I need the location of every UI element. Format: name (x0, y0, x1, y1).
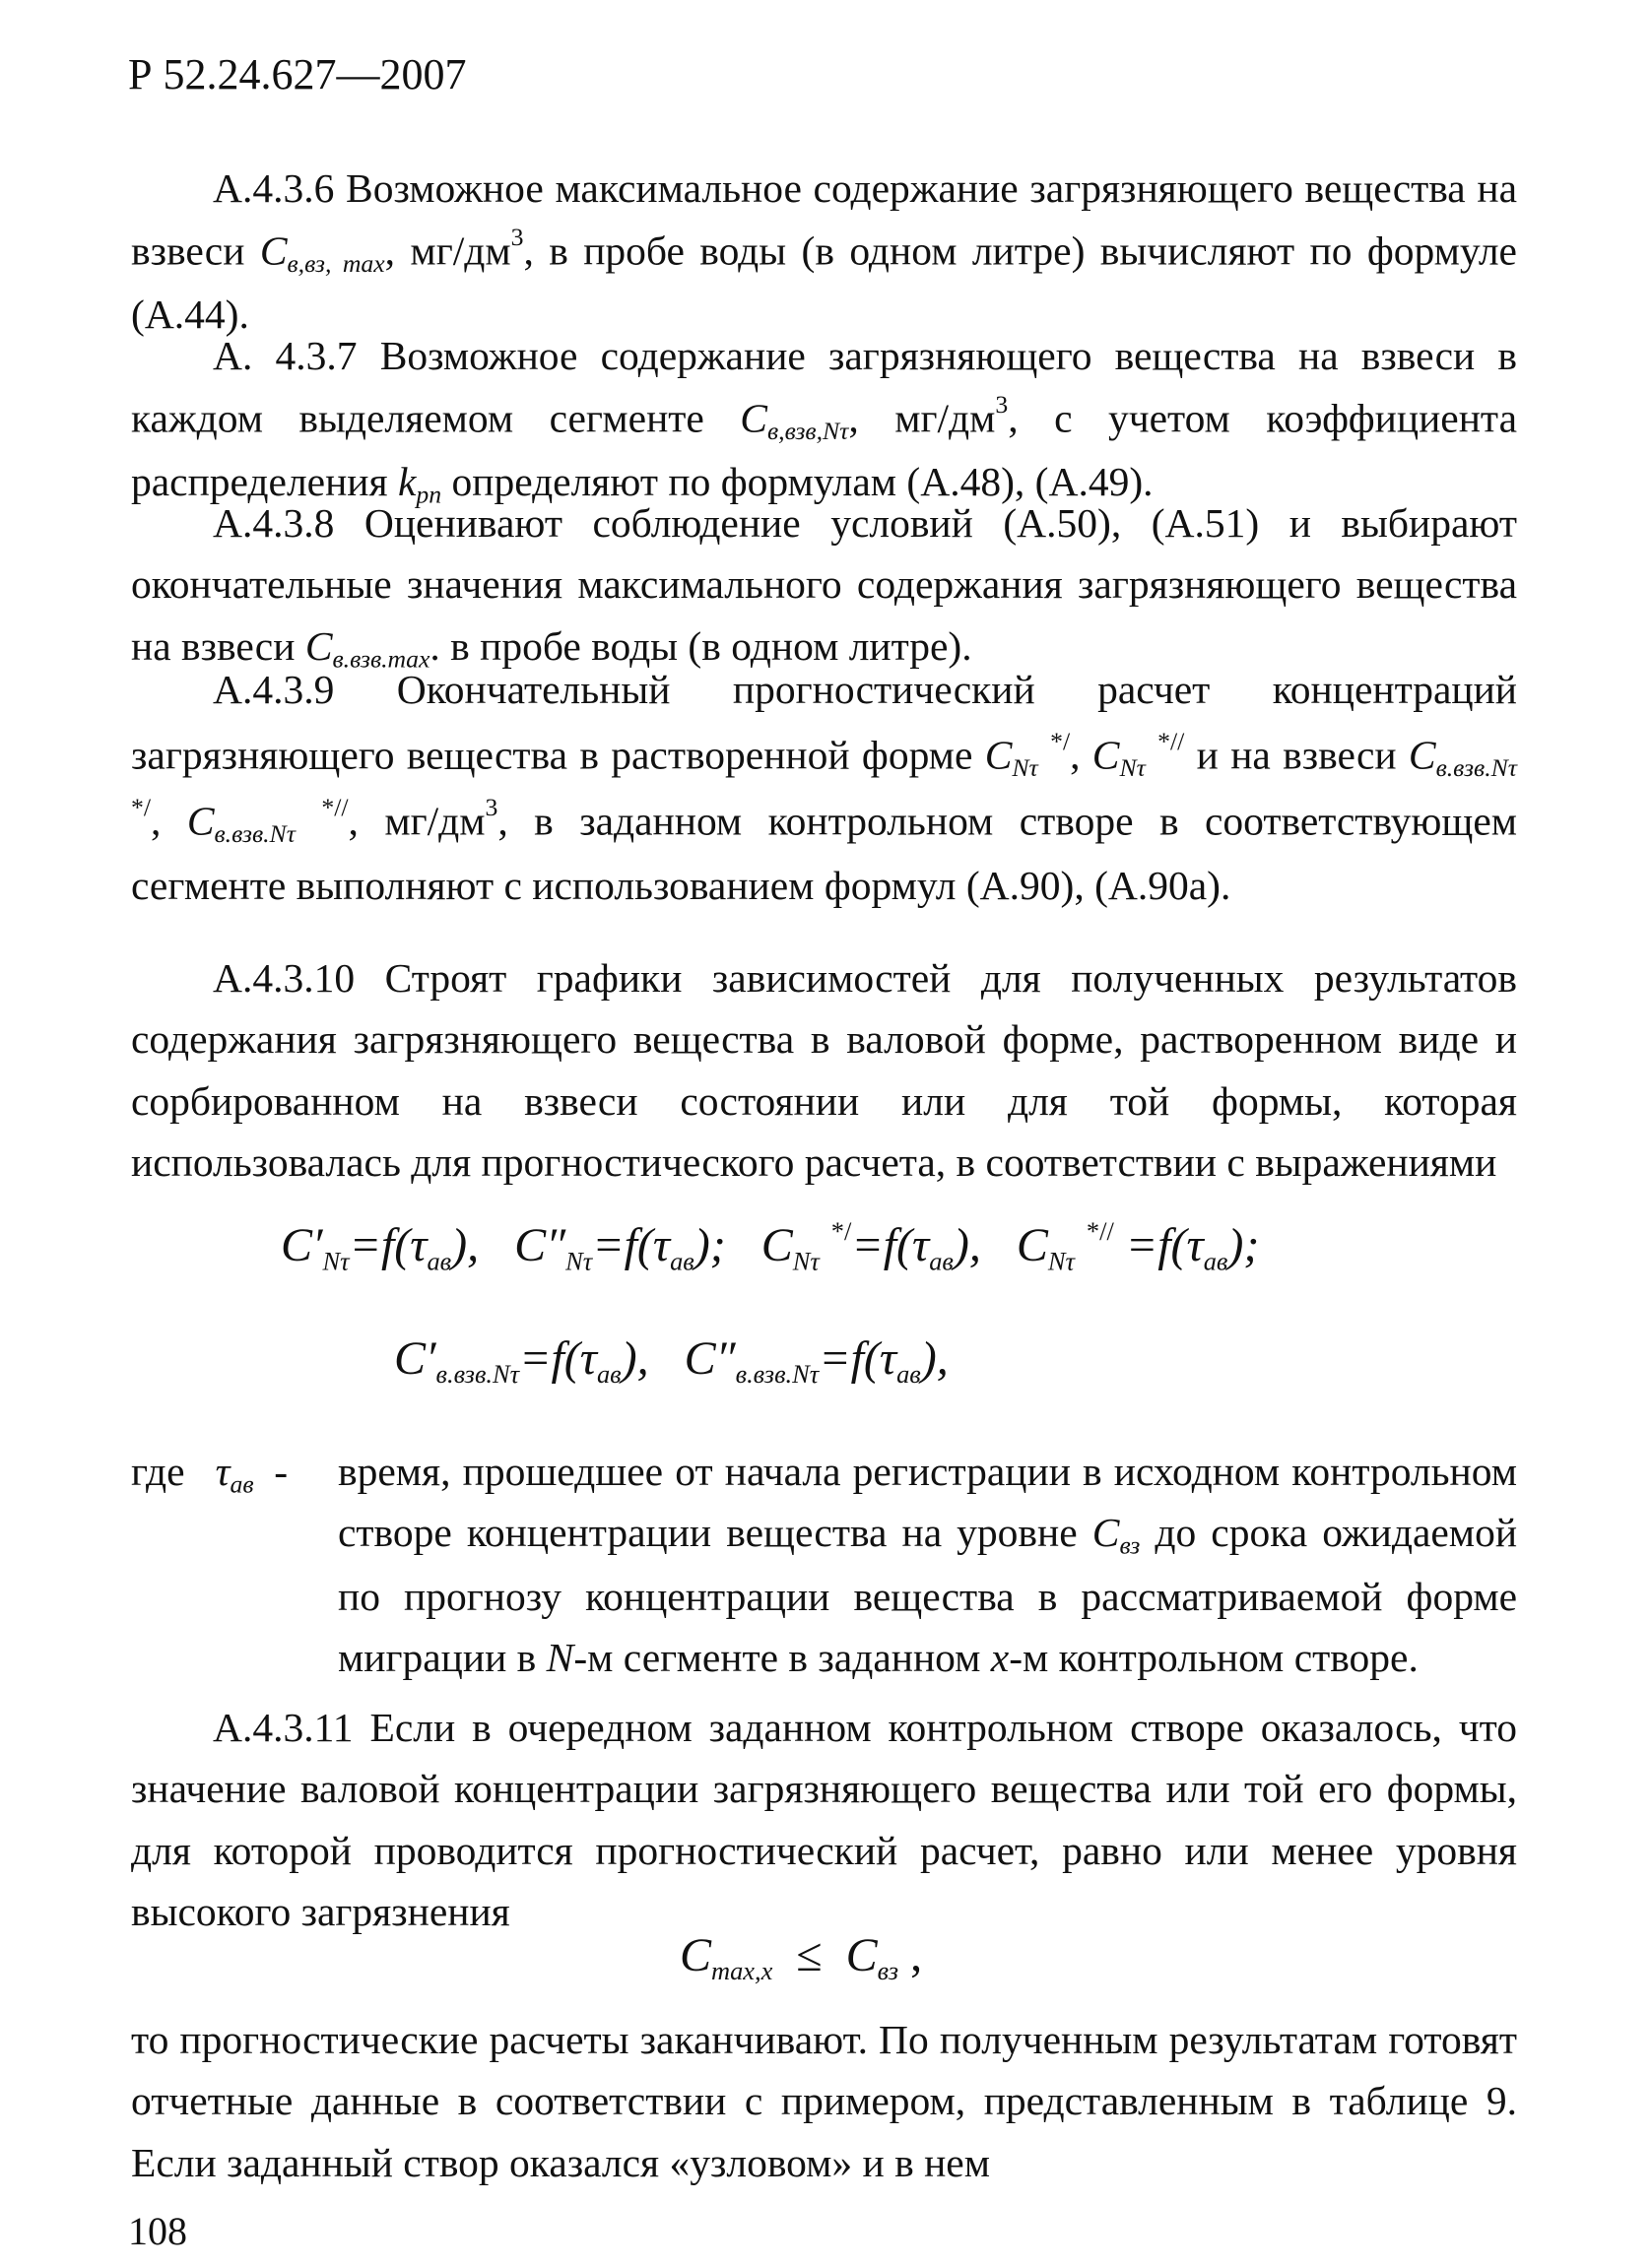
document-page: Р 52.24.627—2007 А.4.3.6 Возможное максимальное содержание загрязняющего вещества на взвеси $C_{в,вз, max}$, $мг/дм^3$, в пробе воды (в одном литре) вычисляют по формуле (А.44). А. 4.3.7 Возможное содержание загрязняющего вещества на взвеси в каждом выделяемом сегменте $C_{в,взв,N\tau}$, $мг/дм^3$, с учетом коэффициента распределения $k_{рn}$ определяют по формулам (А.48), (А.49). А.4.3.8 Оценивают соблюдение условий (А.50), (А.51) и выбирают окончательные значения максимального содержания загрязняющего вещества на взвеси $C_{в.взв.max}$. в пробе воды (в одном литре). А.4.3.9 Окончательный прогностический расчет концентраций загрязняющего вещества в растворенной форме $C_{N\tau}$ */, $C_{N\tau}$ *// и на взвеси $C_{в.взв.N\tau}$ */, $C_{в.взв.N\tau}$ *//, $мг/дм^3$, в заданном контрольном створе в соответствующем сегменте выполняют с использованием формул (А.90), (А.90а). А.4.3.10 Строят графики зависимостей для полученных результатов содержания загрязняющего вещества в валовой форме, растворенном виде и сорбированном на взвеси состоянии или для той формы, которая использовалась для прогностического расчета, в соответствии с выражениями C′Nτ=f(τав), C″Nτ=f(τав); CNτ */=f(τав), CNτ *// =f(τав); C′в.взв.Nτ=f(τав), C″в.взв.Nτ=f(τав), где $\tau_{ав}$ - время, прошедшее от начала регистрации в исходном контрольном створе концентрации вещества на уровне $C_{вз}$ до срока ожидаемой по прогнозу концентрации вещества в рассматриваемой форме миграции в N-м сегменте в заданном x-м контрольном створе. А.4.3.11 Если в очередном заданном контрольном створе оказалось, что значение валовой концентрации загрязняющего вещества или той его формы, для которой проводится прогностический расчет, равно или менее уровня высокого загрязнения Cmax,x ≤ Cвз , то прогностические расчеты заканчивают. По полученным результатам готовят отчетные данные в соответствии с примером, представленным в таблице 9. Если заданный створ оказался «узловом» и в нем 108 (128, 50, 1518, 2253)
where-definition: время, прошедшее от начала регистрации в исходном контрольном створе концентрации вещества на уровне $C_{вз}$ до срока ожидаемой по прогнозу концентрации вещества в рассматриваемой форме миграции в N-м сегменте в заданном x-м контрольном створе. (338, 1449, 1518, 1680)
paragraph-final: то прогностические расчеты заканчивают. По полученным результатам готовят отчетные данные в соответствии с примером, представленным в таблице 9. Если заданный створ оказался «узловом» и в нем (131, 2017, 1517, 2185)
where-label: где (131, 1449, 185, 1494)
paragraph-a436: А.4.3.6 Возможное максимальное содержание загрязняющего вещества на взвеси $C_{в,вз, max}$, $мг/дм^3$, в пробе воды (в одном литре) вычисляют по формуле (А.44). (131, 165, 1517, 337)
document-code: Р 52.24.627—2007 (128, 50, 467, 98)
formula-2: C′в.взв.Nτ=f(τав), C″в.взв.Nτ=f(τав), (394, 1332, 949, 1390)
paragraph-a4310: А.4.3.10 Строят графики зависимостей для полученных результатов содержания загрязняющего вещества в валовой форме, растворенном виде и сорбированном на взвеси состоянии или для той формы, которая использовалась для прогностического расчета, в соответствии с выражениями (131, 955, 1517, 1185)
para-number: А.4.3.8 (213, 500, 335, 546)
para-number: А.4.3.11 (213, 1705, 354, 1750)
formula-3: Cmax,x ≤ Cвз , (680, 1929, 923, 1986)
paragraph-a439: А.4.3.9 Окончательный прогностический расчет концентраций загрязняющего вещества в растворенной форме $C_{N\tau}$ */, $C_{N\tau}$ *// и на взвеси $C_{в.взв.N\tau}$ */, $C_{в.взв.N\tau}$ *//, $мг/дм^3$, в заданном контрольном створе в соответствующем сегменте выполняют с использованием формул (А.90), (А.90а). (131, 667, 1518, 909)
var-c: C (259, 227, 288, 274)
para-number: А.4.3.6 (213, 165, 335, 211)
paragraph-a437: А. 4.3.7 Возможное содержание загрязняющего вещества на взвеси в каждом выделяемом сегменте $C_{в,взв,N\tau}$, $мг/дм^3$, с учетом коэффициента распределения $k_{рn}$ определяют по формулам (А.48), (А.49). (131, 333, 1517, 509)
paragraph-a4311: А.4.3.11 Если в очередном заданном контрольном створе оказалось, что значение валовой концентрации загрязняющего вещества или той его формы, для которой проводится прогностический расчет, равно или менее уровня высокого загрязнения (131, 1705, 1517, 1934)
para-number: А.4.3.9 (213, 667, 335, 712)
page-number: 108 (128, 2209, 187, 2253)
formula-1: C′Nτ=f(τав), C″Nτ=f(τав); CNτ */=f(τав), CNτ *// =f(τав); (281, 1216, 1260, 1276)
para-number: А.4.3.10 (213, 955, 356, 1001)
paragraph-a438: А.4.3.8 Оценивают соблюдение условий (А.50), (А.51) и выбирают окончательные значения максимального содержания загрязняющего вещества на взвеси $C_{в.взв.max}$. в пробе воды (в одном литре). (131, 500, 1517, 674)
para-number: А. 4.3.7 (213, 333, 358, 378)
